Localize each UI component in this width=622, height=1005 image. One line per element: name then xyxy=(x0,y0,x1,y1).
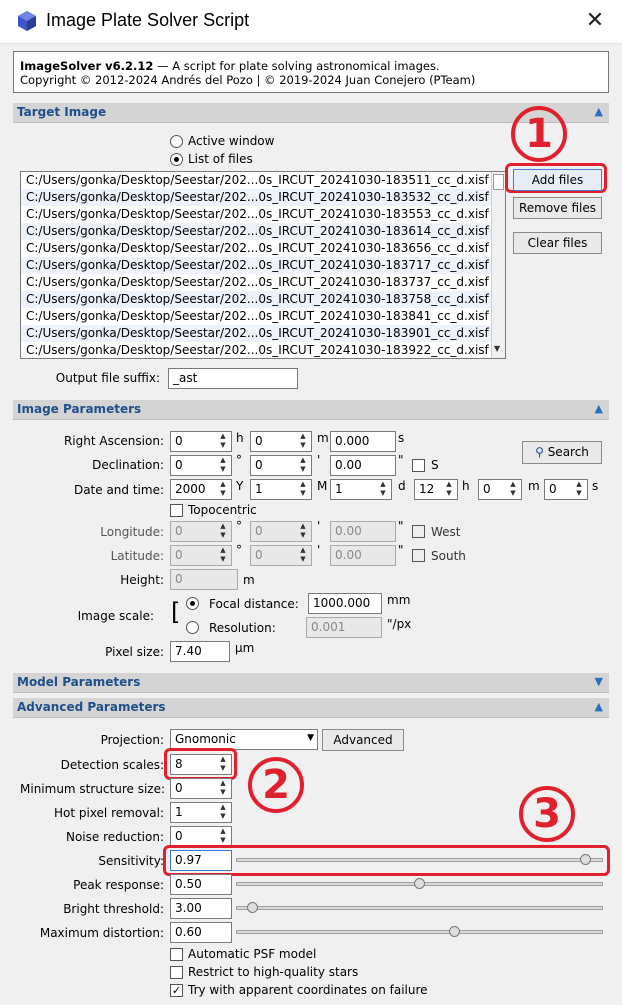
unit-arcmin: ' xyxy=(317,519,321,533)
spin-arrows-icon: ▲ ▼ xyxy=(300,546,306,563)
longitude-degrees-spinner xyxy=(170,521,232,542)
script-name: ImageSolver v6.2.12 xyxy=(20,59,154,73)
file-list-item[interactable]: C:/Users/gonka/Desktop/Seestar/202...0s_IRCUT_20241030-183737_cc_d.xisf xyxy=(26,275,489,289)
projection-label: Projection: xyxy=(100,733,164,747)
sensitivity-label: Sensitivity: xyxy=(98,854,164,868)
ra-minutes-spinner[interactable] xyxy=(250,431,312,452)
copyright-text: Copyright © 2012-2024 Andrés del Pozo | © 2019-2024 Juan Conejero (PTeam) xyxy=(20,73,476,87)
spin-arrows-icon[interactable]: ▲ ▼ xyxy=(300,432,306,449)
minute-value: 0 xyxy=(483,482,491,496)
unit-arcmin: ' xyxy=(317,543,321,557)
radio-active-window[interactable] xyxy=(170,135,183,148)
unit-m: m xyxy=(317,431,329,445)
output-suffix-label: Output file suffix: xyxy=(55,371,160,385)
height-input: 0 xyxy=(170,569,238,590)
search-button-label: Search xyxy=(547,445,589,459)
spin-arrows-icon: ▲ ▼ xyxy=(220,522,226,539)
search-icon: ⚲ xyxy=(535,445,544,459)
dec-seconds-input[interactable]: 0.00 xyxy=(330,455,396,476)
spin-arrows-icon[interactable]: ▲ ▼ xyxy=(576,480,582,497)
max-distortion-slider[interactable] xyxy=(236,930,603,934)
pixinsight-logo-icon xyxy=(16,10,38,32)
spin-arrows-icon[interactable]: ▲ ▼ xyxy=(220,432,226,449)
unit-day: d xyxy=(398,479,406,493)
resolution-unit: "/px xyxy=(387,617,412,631)
south-lat-checkbox[interactable] xyxy=(412,549,425,562)
min-structure-value: 0 xyxy=(175,781,183,795)
section-title: Target Image xyxy=(17,105,107,119)
annotation-number-3: 3 xyxy=(519,786,575,842)
image-scale-label: Image scale: xyxy=(77,609,154,623)
script-description: — A script for plate solving astronomical images. xyxy=(153,59,440,73)
expand-icon[interactable]: ▼ xyxy=(594,675,603,688)
unit-h: h xyxy=(236,431,244,445)
max-distortion-label: Maximum distortion: xyxy=(39,926,164,940)
projection-value: Gnomonic xyxy=(175,732,236,746)
noise-reduction-value: 0 xyxy=(175,829,183,843)
scrollbar-thumb[interactable] xyxy=(493,174,504,190)
dec-degrees-spinner[interactable] xyxy=(170,455,232,476)
pixel-size-label: Pixel size: xyxy=(105,645,164,659)
max-distortion-slider-knob[interactable] xyxy=(449,926,460,937)
restrict-stars-label: Restrict to high-quality stars xyxy=(188,965,359,979)
longitude-minutes-spinner xyxy=(250,521,312,542)
clear-files-button[interactable]: Clear files xyxy=(513,232,602,254)
unit-month: M xyxy=(317,479,328,493)
unit-arcsec: " xyxy=(398,453,404,467)
scale-bracket: [ xyxy=(171,598,181,626)
hour-spinner[interactable] xyxy=(414,479,458,500)
hour-value: 12 xyxy=(419,482,435,496)
west-label: West xyxy=(431,525,461,539)
file-list-item[interactable]: C:/Users/gonka/Desktop/Seestar/202...0s_IRCUT_20241030-183717_cc_d.xisf xyxy=(21,257,505,274)
scrollbar[interactable] xyxy=(491,172,505,358)
ra-hours-value: 0 xyxy=(175,434,183,448)
year-value: 2000 xyxy=(175,482,206,496)
max-distortion-input[interactable]: 0.60 xyxy=(170,922,232,943)
collapse-icon[interactable]: ▲ xyxy=(594,402,603,415)
remove-files-button[interactable]: Remove files xyxy=(513,197,602,219)
south-dec-label: S xyxy=(431,458,439,472)
ra-minutes-value: 0 xyxy=(255,434,263,448)
focal-unit: mm xyxy=(387,593,411,607)
radio-list-of-files[interactable] xyxy=(170,153,183,166)
dec-degrees-value: 0 xyxy=(175,458,183,472)
file-list-item[interactable]: C:/Users/gonka/Desktop/Seestar/202...0s_IRCUT_20241030-183656_cc_d.xisf xyxy=(26,241,489,255)
noise-reduction-spinner[interactable] xyxy=(170,826,232,847)
file-list[interactable] xyxy=(20,171,506,359)
bright-threshold-label: Bright threshold: xyxy=(63,902,164,916)
min-structure-spinner[interactable] xyxy=(170,778,232,799)
section-title: Advanced Parameters xyxy=(17,700,166,714)
section-title: Image Parameters xyxy=(17,402,142,416)
output-suffix-input[interactable]: _ast xyxy=(168,368,298,389)
unit-second: s xyxy=(592,479,599,493)
second-spinner[interactable] xyxy=(544,479,588,500)
longitude-seconds-input: 0.00 xyxy=(330,521,396,542)
month-value: 1 xyxy=(255,482,263,496)
longitude-minutes-value: 0 xyxy=(255,524,263,538)
try-apparent-checkbox[interactable]: ✓ xyxy=(171,984,182,997)
unit-arcmin: ' xyxy=(317,453,321,467)
bright-threshold-slider-knob[interactable] xyxy=(247,902,258,913)
spin-arrows-icon[interactable]: ▲ ▼ xyxy=(220,779,226,796)
dec-label: Declination: xyxy=(92,458,164,472)
collapse-icon[interactable]: ▲ xyxy=(594,700,603,713)
latitude-label: Latitude: xyxy=(110,549,164,563)
pixel-size-unit: μm xyxy=(235,641,255,655)
annotation-number-2: 2 xyxy=(248,757,304,813)
detection-scales-spinner[interactable] xyxy=(170,754,232,775)
month-spinner[interactable] xyxy=(250,479,312,500)
auto-psf-label: Automatic PSF model xyxy=(188,947,317,961)
spin-arrows-icon[interactable]: ▲ ▼ xyxy=(380,480,386,497)
spin-arrows-icon[interactable]: ▲ ▼ xyxy=(220,803,226,820)
section-title: Model Parameters xyxy=(17,675,141,689)
spin-arrows-icon[interactable]: ▲ ▼ xyxy=(300,480,306,497)
spin-arrows-icon[interactable]: ▲ ▼ xyxy=(220,827,226,844)
sensitivity-input[interactable]: 0.97 xyxy=(170,850,232,871)
section-image-parameters[interactable] xyxy=(13,400,609,420)
file-list-item[interactable]: C:/Users/gonka/Desktop/Seestar/202...0s_IRCUT_20241030-183511_cc_d.xisf xyxy=(26,173,489,187)
south-lat-label: South xyxy=(431,549,466,563)
latitude-degrees-value: 0 xyxy=(175,548,183,562)
longitude-label: Longitude: xyxy=(100,525,164,539)
restrict-stars-checkbox[interactable] xyxy=(170,966,183,979)
resolution-label: Resolution: xyxy=(209,621,276,635)
hot-pixel-value: 1 xyxy=(175,805,183,819)
topocentric-label: Topocentric xyxy=(188,503,257,517)
bright-threshold-input[interactable]: 3.00 xyxy=(170,898,232,919)
height-label: Height: xyxy=(120,573,164,587)
unit-arcsec: " xyxy=(398,543,404,557)
unit-s: s xyxy=(398,431,405,445)
dropdown-arrow-icon[interactable]: ▼ xyxy=(307,733,314,743)
noise-reduction-label: Noise reduction: xyxy=(65,830,164,844)
year-spinner[interactable] xyxy=(170,479,232,500)
bright-threshold-slider[interactable] xyxy=(236,906,603,910)
unit-arcsec: " xyxy=(398,519,404,533)
file-list-item[interactable]: C:/Users/gonka/Desktop/Seestar/202...0s_IRCUT_20241030-183532_cc_d.xisf xyxy=(21,189,505,206)
window-title: Image Plate Solver Script xyxy=(46,10,250,30)
west-checkbox[interactable] xyxy=(412,525,425,538)
section-advanced-parameters[interactable] xyxy=(13,698,609,718)
dec-minutes-spinner[interactable] xyxy=(250,455,312,476)
unit-year: Y xyxy=(236,479,244,493)
peak-response-label: Peak response: xyxy=(73,878,164,892)
section-model-parameters[interactable] xyxy=(13,673,609,693)
day-value: 1 xyxy=(335,482,343,496)
projection-select[interactable] xyxy=(170,729,318,750)
detection-scales-value: 8 xyxy=(175,757,183,771)
spin-arrows-icon[interactable]: ▲ ▼ xyxy=(220,755,226,772)
resolution-input: 0.001 xyxy=(306,617,382,638)
file-list-item[interactable]: C:/Users/gonka/Desktop/Seestar/202...0s_IRCUT_20241030-183614_cc_d.xisf xyxy=(21,223,505,240)
script-info-box xyxy=(13,51,609,93)
dec-minutes-value: 0 xyxy=(255,458,263,472)
height-unit: m xyxy=(243,573,255,587)
latitude-seconds-input: 0.00 xyxy=(330,545,396,566)
latitude-minutes-spinner xyxy=(250,545,312,566)
auto-psf-checkbox[interactable] xyxy=(170,948,183,961)
unit-deg: ° xyxy=(236,453,242,467)
focal-distance-label: Focal distance: xyxy=(209,597,299,611)
spin-arrows-icon[interactable]: ▲ ▼ xyxy=(220,480,226,497)
unit-deg: ° xyxy=(236,543,242,557)
scroll-down-icon[interactable]: ▼ xyxy=(494,344,501,353)
peak-response-input[interactable]: 0.50 xyxy=(170,874,232,895)
spin-arrows-icon[interactable]: ▲ ▼ xyxy=(446,480,452,497)
day-spinner[interactable] xyxy=(330,479,392,500)
collapse-icon[interactable]: ▲ xyxy=(594,105,603,118)
spin-arrows-icon[interactable]: ▲ ▼ xyxy=(510,480,516,497)
longitude-degrees-value: 0 xyxy=(175,524,183,538)
radio-focal-distance[interactable] xyxy=(186,597,199,610)
spin-arrows-icon: ▲ ▼ xyxy=(300,522,306,539)
radio-list-of-files-label: List of files xyxy=(188,152,253,166)
detection-scales-label: Detection scales: xyxy=(60,758,164,772)
ra-hours-spinner[interactable] xyxy=(170,431,232,452)
south-dec-checkbox[interactable] xyxy=(412,459,425,472)
minute-spinner[interactable] xyxy=(478,479,522,500)
date-time-label: Date and time: xyxy=(73,483,164,497)
spin-arrows-icon[interactable]: ▲ ▼ xyxy=(300,456,306,473)
add-files-button[interactable]: Add files xyxy=(513,169,602,191)
hot-pixel-spinner[interactable] xyxy=(170,802,232,823)
spin-arrows-icon: ▲ ▼ xyxy=(220,546,226,563)
close-icon[interactable]: ✕ xyxy=(585,8,605,33)
unit-deg: ° xyxy=(236,519,242,533)
min-structure-label: Minimum structure size: xyxy=(20,782,166,796)
try-apparent-label: Try with apparent coordinates on failure xyxy=(188,983,428,997)
file-list-item[interactable]: C:/Users/gonka/Desktop/Seestar/202...0s_IRCUT_20241030-183841_cc_d.xisf xyxy=(26,309,489,323)
file-list-item[interactable]: C:/Users/gonka/Desktop/Seestar/202...0s_IRCUT_20241030-183758_cc_d.xisf xyxy=(21,291,505,308)
file-list-item[interactable]: C:/Users/gonka/Desktop/Seestar/202...0s_IRCUT_20241030-183922_cc_d.xisf xyxy=(26,343,489,357)
spin-arrows-icon[interactable]: ▲ ▼ xyxy=(220,456,226,473)
ra-seconds-input[interactable]: 0.000 xyxy=(330,431,396,452)
annotation-number-1: 1 xyxy=(511,106,567,162)
latitude-degrees-spinner xyxy=(170,545,232,566)
file-list-item[interactable]: C:/Users/gonka/Desktop/Seestar/202...0s_IRCUT_20241030-183553_cc_d.xisf xyxy=(26,207,489,221)
advanced-button[interactable]: Advanced xyxy=(322,729,404,751)
radio-active-window-label: Active window xyxy=(188,134,275,148)
ra-label: Right Ascension: xyxy=(63,434,164,448)
topocentric-checkbox[interactable] xyxy=(170,504,183,517)
hot-pixel-label: Hot pixel removal: xyxy=(53,806,164,820)
radio-resolution[interactable] xyxy=(186,621,199,634)
file-list-item[interactable]: C:/Users/gonka/Desktop/Seestar/202...0s_IRCUT_20241030-183901_cc_d.xisf xyxy=(21,325,505,342)
pixel-size-input[interactable]: 7.40 xyxy=(170,641,230,662)
focal-distance-input[interactable]: 1000.000 xyxy=(308,593,382,614)
search-button[interactable] xyxy=(522,441,602,464)
sensitivity-slider[interactable] xyxy=(236,858,603,862)
unit-minute: m xyxy=(528,479,540,493)
peak-response-slider-knob[interactable] xyxy=(414,878,425,889)
file-rows xyxy=(21,172,505,359)
latitude-minutes-value: 0 xyxy=(255,548,263,562)
unit-hour: h xyxy=(462,479,470,493)
second-value: 0 xyxy=(549,482,557,496)
